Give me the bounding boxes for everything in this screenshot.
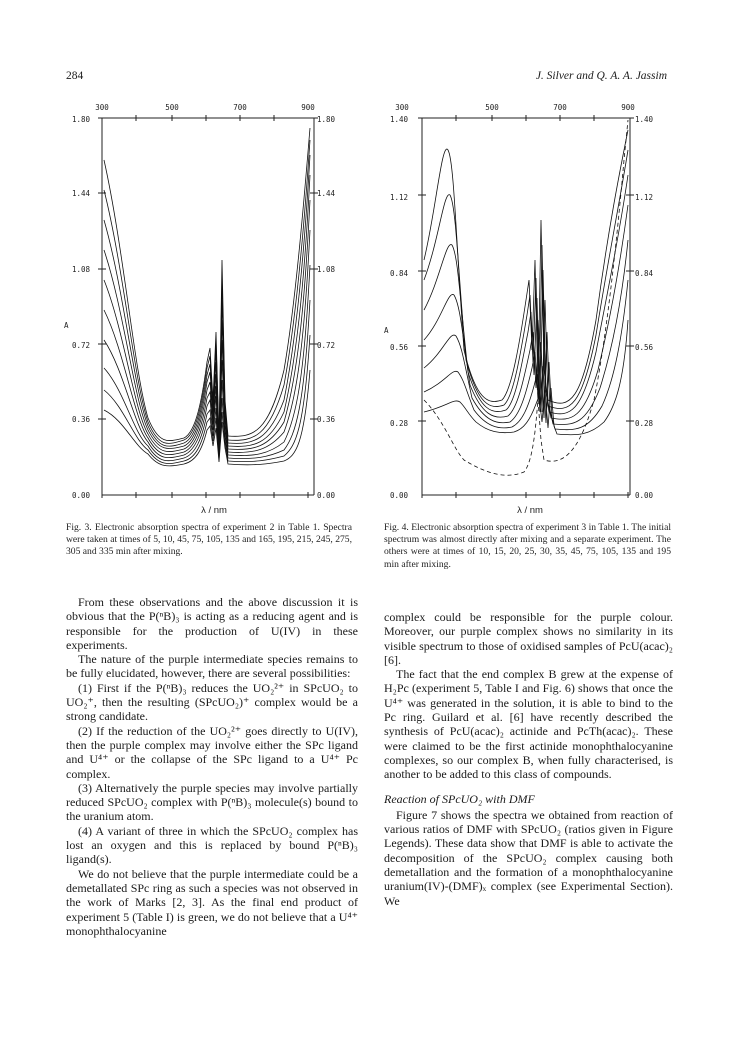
figure-4-caption: Fig. 4. Electronic absorption spectra of experiment 3 in Table 1. The initial spectrum was almost directly after mixing and a separate experiment. The others were at times of 10, 15, 20, 25, 30, 35, 45, 75, 105, 135 and 195 min after mixing. [384,522,671,570]
figure-3-caption: Fig. 3. Electronic absorption spectra of experiment 2 in Table 1. Spectra were taken at times of 5, 10, 45, 75, 105, 135 and 165, 195, 215, 245, 275, 305 and 335 min after mixing. [66,522,352,558]
y-tick-left: 0.36 [72,415,91,424]
running-head: J. Silver and Q. A. A. Jassim [535,70,667,82]
top-tick-label: 900 [621,103,635,112]
y-tick-left: 0.28 [390,419,409,428]
y-tick-right: 1.44 [317,189,336,198]
y-tick-left: 1.80 [72,115,91,124]
y-tick-right: 0.00 [317,491,336,500]
top-tick-label: 500 [165,103,179,112]
top-tick-label: 700 [233,103,247,112]
axes-frame [418,115,634,498]
paragraph: Figure 7 shows the spectra we obtained from reaction of various ratios of DMF with SPcUO₂ (ratios given in Figure Legends). These data show that DMF is able to activate the decomposition of the SPcUO₂ complex causing both demetallation and the formation of a monophthalocyanine uranium(IV)-(DMF)ₓ complex (see Experimental Section). We [384,807,673,908]
y-tick-right: 0.84 [635,269,654,278]
y-tick-right: 0.00 [635,491,654,500]
y-tick-left: 1.08 [72,265,91,274]
right-text-column [384,610,673,908]
paragraph: We do not believe that the purple intermediate could be a demetallated SPc ring as such a species was not observed in the work of Marks [2, 3]. As the final end product of experiment 5 (Table I) is green, we do not believe that a U⁴⁺ monophthalocyanine [66,866,358,938]
y-tick-right: 0.36 [317,415,336,424]
left-text-column [66,595,358,938]
y-tick-left: 0.84 [390,269,409,278]
page-number: 284 [66,70,84,82]
paragraph: The fact that the end complex B grew at the expense of H₂Pc (experiment 5, Table I and Fig. 6) shows that once the U⁴⁺ was generated in the solution, it is able to bind to the Pc ring. Guilard et al. [6] have recently described the synthesis of PcU(acac)₂ actinide and PcTh(acac)₂. These were claimed to be the first actinide monophthalocyanine complexes, so our complex B, when fully characterised, is another to be added to this class of compounds. [384,667,673,782]
y-axis-label: A [64,321,69,330]
y-tick-right: 0.56 [635,343,654,352]
y-tick-right: 0.72 [317,341,336,350]
paragraph: (3) Alternatively the purple species may involve partially reduced SPcUO₂ complex with P(ⁿB)₃ molecule(s) bound to the uranium atom. [66,780,358,824]
paragraph: (2) If the reduction of the UO₂²⁺ goes directly to U(IV), then the purple complex may involve either the SPc ligand and U⁴⁺ or the collapse of the SPc ligand to a U⁴⁺ Pc complex. [66,723,358,781]
y-tick-left: 0.00 [72,491,91,500]
y-tick-right: 1.08 [317,265,336,274]
y-tick-left: 0.56 [390,343,409,352]
section-heading: Reaction of SPcUO₂ with DMF [384,791,535,806]
x-axis-label: λ / nm [517,505,543,516]
y-tick-right: 1.80 [317,115,336,124]
paragraph: (4) A variant of three in which the SPcUO₂ complex has lost an oxygen and this is replaced by bound P(ⁿB)₃ ligand(s). [66,823,358,867]
paragraph: The nature of the purple intermediate species remains to be fully elucidated, however, there are several possibilities: [66,652,358,681]
y-tick-left: 1.40 [390,115,409,124]
paragraph: (1) First if the P(ⁿB)₃ reduces the UO₂²⁺ in SPcUO₂ to UO₂⁺, then the resulting (SPcUO₂)⁺ complex would be a strong candidate. [66,680,358,724]
paragraph: complex could be responsible for the purple colour. Moreover, our purple complex shows no similarity in its visible spectrum to those of oxidised samples of PcU(acac)₂ [6]. [384,610,673,667]
spectra-curves [424,120,628,475]
y-tick-left: 1.12 [390,193,409,202]
y-tick-left: 1.44 [72,189,91,198]
top-tick-label: 700 [553,103,567,112]
y-axis-label: A [384,326,389,335]
paragraph: From these observations and the above discussion it is obvious that the P(ⁿB)₃ is acting as a reducing agent and is responsible for the production of U(IV) in these experiments. [66,595,358,652]
x-axis-label: λ / nm [201,505,227,516]
spectra-curves [104,128,310,466]
y-tick-left: 0.00 [390,491,409,500]
y-tick-left: 0.72 [72,341,91,350]
y-tick-right: 0.28 [635,419,654,428]
top-tick-label: 900 [301,103,315,112]
top-tick-label: 300 [395,103,409,112]
figure-4-plot [384,100,684,516]
top-tick-label: 300 [95,103,109,112]
y-tick-right: 1.40 [635,115,654,124]
top-tick-label: 500 [485,103,499,112]
y-tick-right: 1.12 [635,193,654,202]
figure-3-plot [64,100,364,516]
